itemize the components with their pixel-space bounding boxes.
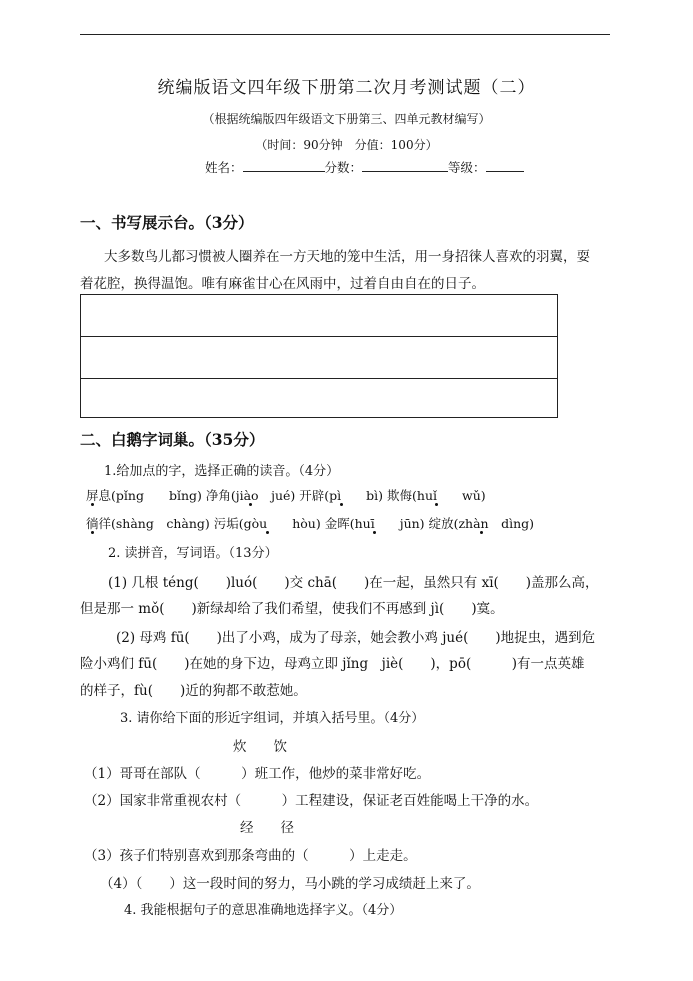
score-label: 分数：: [324, 160, 363, 175]
page-title: 统编版语文四年级下册第二次月考测试题（二）: [157, 78, 536, 98]
q2-p2-line3: 的样子，fù( )近的狗都不敢惹她。: [80, 683, 307, 699]
section1-text-line1: 大多数鸟儿都习惯被人圈养在一方天地的笼中生活，用一身招徕人喜欢的羽翼，耍: [104, 249, 590, 265]
section1-text-line2: 着花腔，换得温饱。唯有麻雀甘心在风雨中，过着自由自在的日子。: [80, 276, 485, 292]
time-score-line: （时间：90分钟 分值：100分）: [255, 138, 438, 152]
grade-label: 等级：: [448, 160, 486, 175]
q3-sentence1: （1）哥哥在部队（ ）班工作，他炒的菜非常好吃。: [84, 766, 431, 782]
writing-divider: [81, 378, 557, 379]
q1-item: 污垢(gòu hòu): [213, 516, 321, 531]
q1-item: 欺侮(huǐ wǔ): [387, 488, 486, 503]
dotted-char: 屏: [86, 488, 99, 503]
q3-sentence4: （4）（ ）这一段时间的努力，马小跳的学习成绩赶上来了。: [100, 876, 480, 892]
section2-heading: 二、白鹅字词巢。（35分）: [80, 430, 265, 449]
q3-prompt: 3. 请你给下面的形近字组词，并填入括号里。（4分）: [120, 711, 425, 726]
writing-divider: [81, 336, 557, 337]
name-label: 姓名：: [205, 160, 243, 175]
score-blank[interactable]: [362, 159, 448, 172]
dotted-char: 徜: [86, 516, 99, 531]
page-subtitle: （根据统编版四年级语文下册第三、四单元教材编写）: [202, 112, 491, 126]
q4-prompt: 4. 我能根据句子的意思准确地选择字义。（4分）: [124, 903, 403, 918]
name-blank[interactable]: [243, 159, 325, 172]
q3-char-pair2: 经 径: [240, 820, 294, 836]
top-rule: [80, 34, 610, 35]
q3-char-pair1: 炊 饮: [233, 739, 287, 755]
q2-p1-line2: 但是那一 mǒ( )新绿却给了我们希望，使我们不再感到 jì( )寞。: [80, 601, 504, 617]
q1-prompt: 1.给加点的字，选择正确的读音。（4分）: [104, 464, 340, 479]
q1-item: 开辟(pì bì): [299, 488, 384, 503]
student-info-line: [205, 158, 524, 176]
q2-p2-line1: (2) 母鸡 fū( )出了小鸡，成为了母亲，她会教小鸡 jué( )地捉虫，遇到危: [116, 630, 596, 646]
q2-p2-line2: 险小鸡们 fū( )在她的身下边，母鸡立即 jǐng jiè( )，pō( )有一点英雄: [80, 656, 585, 672]
q2-p1-line1: (1) 几根 téng( )luó( )交 chā( )在一起，虽然只有 xī( )盖那么高，: [108, 575, 599, 591]
q1-item: 净角(jiào jué): [205, 488, 296, 503]
q1-item: 屏息(pǐng bǐng): [86, 488, 202, 503]
q3-sentence3: （3）孩子们特别喜欢到那条弯曲的（ ）上走走。: [84, 848, 417, 864]
q3-sentence2: （2）国家非常重视农村（ ）工程建设，保证老百姓能喝上干净的水。: [84, 793, 539, 809]
q1-item: 绽放(zhàn dìng): [428, 516, 535, 531]
writing-box[interactable]: [80, 294, 558, 418]
q1-row2: [86, 514, 534, 532]
section1-heading: 一、书写展示台。（3分）: [80, 213, 254, 232]
q1-item: 金晖(huī jūn): [324, 516, 425, 531]
q2-prompt: 2. 读拼音，写词语。（13分）: [108, 546, 278, 561]
grade-blank[interactable]: [486, 159, 524, 172]
q1-row1: [86, 486, 486, 504]
q1-item: 徜徉(shàng chàng): [86, 516, 210, 531]
